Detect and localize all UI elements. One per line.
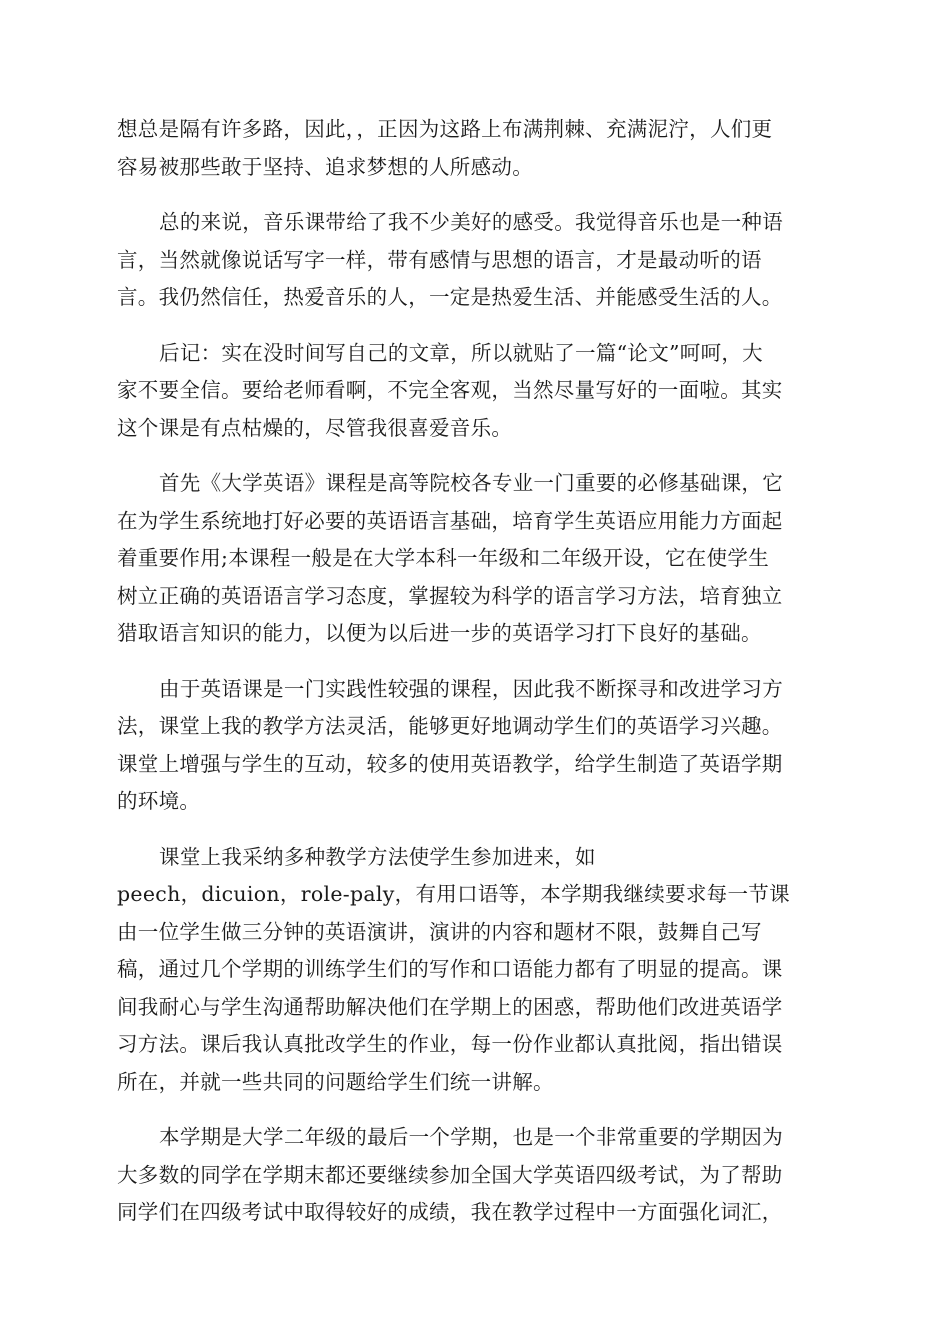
text-line: 由于英语课是一门实践性较强的课程，因此我不断探寻和改进学习方 [159,676,784,701]
text-line: 这个课是有点枯燥的，尽管我很喜爱音乐。 [117,415,513,440]
text-line: 着重要作用;本课程一般是在大学本科一年级和二年级开设，它在使学生 [117,546,770,570]
text-line: 想总是隔有许多路，因此，，正因为这路上布满荆棘、充满泥泞，人们更 [117,117,773,141]
text-line: 大多数的同学在学期末都还要继续参加全国大学英语四级考试，为了帮助 [117,1162,783,1187]
text-line: 稿，通过几个学期的训练学生们的写作和口语能力都有了明显的提高。课 [117,957,783,981]
text-line: 习方法。课后我认真批改学生的作业，每一份作业都认真批阅，指出错误 [117,1032,783,1056]
text-line: 法，课堂上我的教学方法灵活，能够更好地调动学生们的英语学习兴趣。 [117,714,783,738]
text-line: 所在，并就一些共同的问题给学生们统一讲解。 [117,1069,554,1094]
text-line: 首先《大学英语》课程是高等院校各专业一门重要的必修基础课，它 [159,471,784,495]
text-line: 树立正确的英语语言学习态度，掌握较为科学的语言学习方法，培育独立 [117,583,783,608]
text-line: 课堂上增强与学生的互动，较多的使用英语教学，给学生制造了英语学期 [117,751,783,776]
text-line: 在为学生系统地打好必要的英语语言基础，培育学生英语应用能力方面起 [117,508,783,533]
text-line: 的环境。 [117,789,201,813]
text-line: 言，当然就像说话写字一样，带有感情与思想的语言，才是最动听的语 [117,247,762,272]
paragraph-classroom-activities [117,839,835,1102]
paragraph-teaching-methods [117,671,835,821]
text-line: 间我耐心与学生沟通帮助解决他们在学期上的困惑，帮助他们改进英语学 [117,994,783,1019]
text-line: 容易被那些敢于坚持、追求梦想的人所感动。 [117,154,533,179]
text-line: 由一位学生做三分钟的英语演讲，演讲的内容和题材不限，鼓舞自己写 [117,919,762,944]
text-line: 总的来说，音乐课带给了我不少美好的感受。我觉得音乐也是一种语 [159,210,784,234]
text-line: 同学们在四级考试中取得较好的成绩，我在教学过程中一方面强化词汇， [117,1200,783,1224]
document-body [117,111,835,1250]
paragraph-college-english-intro [117,465,835,653]
text-line: peech，dicuion，role-paly，有用口语等，本学期我继续要求每一节课 [117,882,790,906]
text-line: 课堂上我采纳多种教学方法使学生参加进来，如 [159,844,596,869]
text-line: 家不要全信。要给老师看啊，不完全客观，当然尽量写好的一面啦。其实 [117,378,783,402]
paragraph-final-semester [117,1119,835,1232]
paragraph-dream-ending [117,111,835,186]
text-line: 猎取语言知识的能力，以便为以后进一步的英语学习打下良好的基础。 [117,621,762,645]
text-line: 后记：实在没时间写自己的文章，所以就贴了一篇“论文”呵呵，大 [159,340,763,365]
text-line: 言。我仍然信任，热爱音乐的人，一定是热爱生活、并能感受生活的人。 [117,285,783,309]
paragraph-music-summary [117,204,835,317]
paragraph-postscript [117,335,835,448]
text-line: 本学期是大学二年级的最后一个学期，也是一个非常重要的学期因为 [159,1125,784,1149]
